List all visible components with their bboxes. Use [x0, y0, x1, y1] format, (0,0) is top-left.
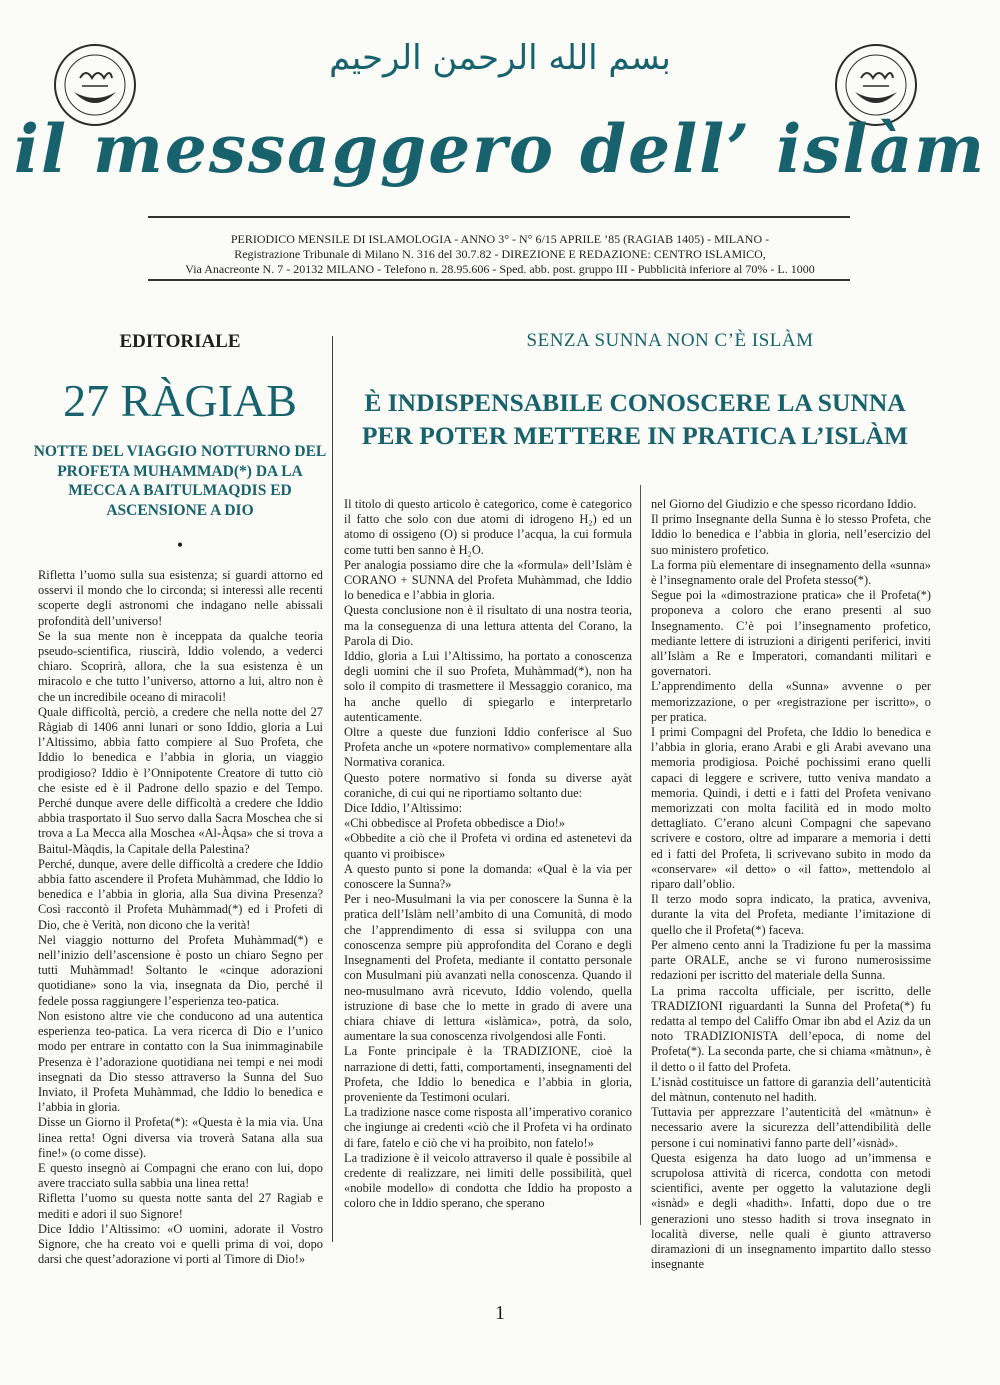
paragraph: La tradizione è il veicolo attraverso il quale è possibile al credente di realizzare, nei limiti delle possibilità, quel «nobile modello» di condotta che Iddio ha proposto a coloro che in Iddio sperano, che sperano — [344, 1150, 632, 1211]
paragraph: Dice Iddio l’Altissimo: «O uomini, adorate il Vostro Signore, che ha creato voi e quelli prima di voi, dopo darsi che quest’adorazione vi porti al Timore di Dio!» — [38, 1221, 323, 1267]
paragraph: Disse un Giorno il Profeta(*): «Questa è la mia via. Una linea retta! Ogni diversa via troverà Satana alla sua fine!» (o come disse). — [38, 1115, 323, 1160]
paragraph: «Obbedite a ciò che il Profeta vi ordina ed astenetevi da quanto vi proibisce» — [344, 831, 632, 861]
article-column-1 — [344, 497, 632, 1212]
paragraph: Quale difficoltà, perciò, a credere che nella notte del 27 Ràgiab di 1406 anni lunari or sono Iddio, gloria a Lui l’Altissimo, abbia fatto compiere al Suo Profeta, che Iddio lo benedica e l’abbia in gloria, un viaggio prodigioso? Iddio è l’Onnipotente Creatore di tutto ciò che esiste ed è il Padrone dello spazio e del Tempo. Perché dunque avere delle difficoltà a credere che Iddio abbia trasportato il Suo servo dalla Sacra Moschea che si trova a La Mecca alla Moschea «Al-Àqsa» che si trova a Baitul-Màqdis, la Capitale della Palestina? — [38, 704, 323, 856]
info-line: Registrazione Tribunale di Milano N. 316 del 30.7.82 - DIREZIONE E REDAZIONE: CENTRO ISLAMICO, — [234, 247, 766, 261]
paragraph: Perché, dunque, avere delle difficoltà a credere che Iddio abbia fatto ascendere il Profeta Muhàmmad, che Iddio lo benedica e l’abbia in gloria, alla Sua divina Presenza? Così raccontò il Profeta Muhàmmad(*) ed i Profeti di Dio, che è Verità, non dicono che la verità! — [38, 856, 323, 932]
paragraph: Tuttavia per apprezzare l’autenticità del «màtnun» è necessario avere la sicurezza dell’attendibilità delle persone i cui nominativi fanno parte dell’«isnàd». — [651, 1105, 931, 1150]
article-headline — [330, 386, 940, 452]
editorial-body — [38, 568, 323, 1267]
header-rule — [148, 216, 850, 218]
newspaper-title: il messaggero dell’ islàm — [13, 110, 987, 188]
paragraph: La Fonte principale è la TRADIZIONE, cioè la narrazione di detti, fatti, comportamenti, insegnamenti del Profeta, che Iddio lo benedica e l’abbia in gloria, proveniente da Testimoni oculari. — [344, 1044, 632, 1104]
paragraph: E questo insegnò ai Compagni che erano con lui, dopo avere tracciato sulla sabbia una linea retta! — [38, 1160, 323, 1191]
paragraph: Dice Iddio, l’Altissimo: — [344, 801, 463, 816]
headline-line: PER POTER METTERE IN PRATICA L’ISLÀM — [361, 421, 909, 450]
paragraph: La forma più elementare di insegnamento della «sunna» è l’insegnamento orale del Profeta stesso(*). — [651, 557, 931, 588]
paragraph: Oltre a queste due funzioni Iddio conferisce al Suo Profeta anche un «potere normativo» complementare alla Normativa coranica. — [344, 725, 632, 770]
paragraph: La tradizione nasce come risposta all’imperativo coranico che ingiunge ai credenti «ciò che il Profeta vi ha ordinato di fare, fatelo e ciò che vi ha proibito, non fatelo!» — [344, 1105, 632, 1150]
paragraph: Iddio, gloria a Lui l’Altissimo, ha portato a conoscenza degli uomini che il suo Profeta, Muhàmmad(*), non ha solo il compito di trasmettere il Messaggio coranico, ma ha anche quello di spiegarlo e interpretarlo autenticamente. — [344, 649, 632, 724]
paragraph: Questa conclusione non è il risultato di una nostra teoria, ma la conseguenza di una lettura attenta del Corano, la Parola di Dio. — [344, 603, 632, 648]
column-divider — [332, 336, 333, 1242]
paragraph: Per analogia possiamo dire che la «formula» dell’Islàm è CORANO + SUNNA del Profeta Muhàmmad, che Iddio lo benedica e l’abbia in gloria. — [344, 557, 632, 603]
paragraph: Il titolo di questo articolo è categorico, come è categorico il fatto che solo con due atomi di idrogeno H₂) ed un atomo di ossigeno (O) si produce l’acqua, la cui formula come tutti ben sanno è H₂O. — [344, 497, 632, 557]
paragraph: A questo punto si pone la domanda: «Qual è la via per conoscere la Sunna?» — [344, 861, 632, 892]
paragraph: I primi Compagni del Profeta, che Iddio lo benedica e l’abbia in gloria, erano Arabi e gli Arabi avevano una memoria prodigiosa. Poiché pochissimi erano quelli capaci di leggere e scrivere, tutto veniva mandato a memoria. Quindi, i detti e i fatti del Profeta venivano memorizzati con molta facilità ed in modo molto dettagliato. C’erano alcuni Compagni che sapevano scrivere e costoro, oltre ad imparare a memoria i detti ed i fatti del Profeta, li scrivevano subito in modo da «conservare» «il detto» o «il fatto», mettendolo al riparo dall’oblio. — [651, 725, 931, 892]
paragraph: Per almeno cento anni la Tradizione fu per la massima parte ORALE, anche se vi furono numerosissime redazioni per iscritto del materiale della Sunna. — [651, 937, 931, 983]
paragraph: Il terzo modo sopra indicato, la pratica, avveniva, durante la vita del Profeta, mediante l’imitazione di quello che il Profeta(*) faceva. — [651, 892, 931, 937]
paragraph: Rifletta l’uomo su questa notte santa del 27 Ragiab e mediti e adori il suo Signore! — [38, 1191, 323, 1221]
paragraph: Non esistono altre vie che conducono ad una autentica esperienza teo-patica. La vera ricerca di Dio e l’unico modo per entrare in contatto con la Sua inimmaginabile Presenza è l’adorazione quotidiana nei tempi e nei modi insegnati da Dio stesso attraverso la Sunna del Suo Inviato, il Profeta Muhàmmad, che Iddio lo benedica e l’abbia in gloria. — [38, 1008, 323, 1115]
info-line: PERIODICO MENSILE DI ISLAMOLOGIA - ANNO 3° - N° 6/15 APRILE ’85 (RAGIAB 1405) - MILANO - — [230, 232, 770, 246]
paragraph: «Chi obbedisce al Profeta obbedisce a Dio!» — [344, 816, 565, 831]
paragraph: Se la sua mente non è inceppata da qualche teoria pseudo-scientifica, riuscirà, Iddio volendo, a vederci chiaro. Scoprirà, allora, che la sua esistenza è un miracolo e che tutto l’universo, attorno a lui, altro non è che un incredibile oceano di miracoli! — [38, 628, 323, 704]
paragraph: L’isnàd costituisce un fattore di garanzia dell’autenticità del màtnun, contenuto nel hadith. — [651, 1074, 931, 1104]
headline-line: È INDISPENSABILE CONOSCERE LA SUNNA — [364, 388, 906, 417]
header-rule-bottom — [148, 279, 850, 281]
editorial-label: EDITORIALE — [119, 331, 241, 352]
editorial-subtitle: NOTTE DEL VIAGGIO NOTTURNO DEL PROFETA MUHAMMAD(*) DA LA MECCA A BAITULMAQDIS ED ASCENSIONE A DIO — [33, 443, 327, 519]
paragraph: Questo potere normativo si fonda su diverse ayàt coraniche, di cui qui ne riportiamo soltanto due: — [344, 770, 632, 800]
paragraph: Segue poi la «dimostrazione pratica» che il Profeta(*) proponeva a coloro che erano presenti al suo Insegnamento. C’è poi l’insegnamento profetico, mediante lettere di istruzioni a dirigenti periferici, inviti all’Islàm a Re e Imperatori, comandanti militari e governatori. — [651, 588, 931, 679]
paragraph: nel Giorno del Giudizio e che spesso ricordano Iddio. — [651, 497, 917, 511]
column-divider — [640, 485, 641, 1225]
paragraph: La prima raccolta ufficiale, per iscritto, delle TRADIZIONI riguardanti la Sunna del Profeta(*) fu redatta al tempo del Califfo Omar ibn abd el Aziz da un noto TRADIZIONISTA dell’epoca, di nome del Profeta(*). La seconda parte, che si chiama «màtnun», è il detto o il fatto del Profeta. — [651, 983, 931, 1074]
paragraph: L’apprendimento della «Sunna» avvenne o per memorizzazione, o per «registrazione per iscritto», o per pratica. — [651, 679, 931, 724]
bullet-separator: • — [176, 535, 184, 555]
section-label: SENZA SUNNA NON C’È ISLÀM — [526, 330, 814, 351]
paragraph: Per i neo-Musulmani la via per conoscere la Sunna è la pratica dell’Islàm nell’ambito di una Comunità, di modo che l’apprendimento di essa si sviluppa con una conoscenza sempre più approfondita del Corano e degli Insegnamenti del Profeta, mediante il contatto personale con Musulmani più avanzati nella conoscenza. Quando il neo-musulmano avrà ricevuto, Iddio volendo, quella istruzione di base che lo mette in grado di avere una chiara chiave di lettura «islàmica», potrà, da solo, aumentare la sua conoscenza rivolgendosi alle Fonti. — [344, 892, 632, 1044]
paragraph: Rifletta l’uomo sulla sua esistenza; si guardi attorno ed osservi il mondo che lo circonda; si interessi alle recenti scoperte degli astronomi che indagano nelle abissali profondità dell’universo! — [38, 568, 323, 628]
editorial-title: 27 RÀGIAB — [63, 375, 297, 426]
publication-info — [80, 232, 920, 277]
paragraph: Questa esigenza ha dato luogo ad un’immensa e scrupolosa attività di ricerca, condotta con metodi scientifici, avente per oggetto la valutazione degli «isnàd» e degli «hadith». Infatti, dopo due o tre generazioni uno stesso hadith si trova insegnato in località diverse, nelle quali è giunto attraverso diramazioni di un insegnamento impartito dallo stesso insegnante — [651, 1150, 931, 1272]
article-column-2 — [651, 497, 931, 1272]
paragraph: Il primo Insegnante della Sunna è lo stesso Profeta, che Iddio lo benedica e l’abbia in gloria, nell’esercizio del suo ministero profetico. — [651, 512, 931, 557]
paragraph: Nel viaggio notturno del Profeta Muhàmmad(*) e nell’inizio dell’ascensione è posto un chiaro Segno per tutti Muhàmmad! Soltanto le «cinque adorazioni quotidiane» sono la via, insegnata da Dio, perché il fedele possa raggiungere l’esperienza teo-patica. — [38, 932, 323, 1008]
info-line: Via Anacreonte N. 7 - 20132 MILANO - Telefono n. 28.95.606 - Sped. abb. post. gruppo III - Pubblicità inferiore al 70% - L. 1000 — [185, 262, 815, 276]
bismillah-calligraphy: بسم الله الرحمن الرحيم — [329, 38, 671, 78]
page-number: 1 — [495, 1302, 505, 1324]
